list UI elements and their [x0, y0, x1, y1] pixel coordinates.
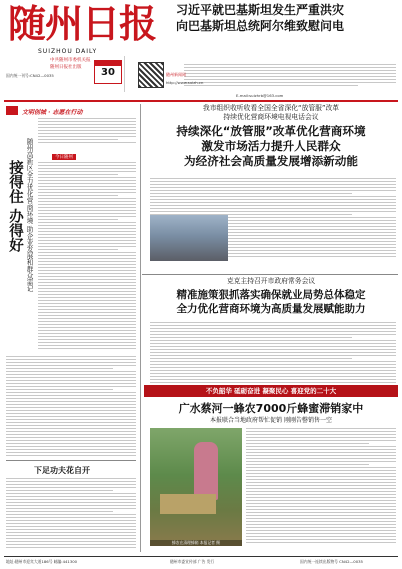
- left-body-text: [38, 162, 136, 352]
- masthead-sub1: 中共随州市委机关报: [50, 58, 91, 63]
- third-story-photo: [150, 428, 242, 546]
- banner-text: 不负韶华 砥砺奋进 凝聚民心 喜迎党的二十大: [205, 387, 337, 395]
- date-badge: [94, 60, 122, 84]
- second-story-body: [150, 322, 396, 384]
- left-body-text-2: [6, 356, 136, 458]
- qr-label: 随州新闻网: [166, 72, 186, 77]
- beekeeper-figure: [194, 442, 218, 500]
- main-headline-2: 激发市场活力提升人民群众: [201, 139, 341, 153]
- email: E-mail:suizhrb@163.com: [236, 93, 284, 98]
- website: http://www.suizh.cn: [166, 80, 204, 85]
- top-story-headline-2: 向巴基斯坦总统阿尔维致慰问电: [176, 19, 345, 33]
- masthead-rule: [4, 100, 398, 102]
- beehive: [160, 494, 216, 514]
- left-bottom-title: 下足功夫花自开: [34, 465, 90, 475]
- second-story: [142, 277, 400, 316]
- left-divider: [6, 460, 136, 461]
- main-headline-1: 持续深化“放管服”改革优化营商环境: [176, 124, 366, 138]
- flag-icon: [6, 106, 18, 115]
- third-story-body: [246, 428, 396, 546]
- column-divider: [140, 104, 141, 552]
- top-story: [176, 2, 398, 34]
- masthead-divider: [124, 56, 125, 92]
- left-intro-text: [38, 118, 136, 152]
- left-vertical-title: 接得住 办得好: [7, 160, 23, 253]
- second-headline-2: 全力优化营商环境为高质量发展赋能助力: [176, 303, 366, 315]
- footer-left: 地址:随州市迎宾大道186号 邮编:441300: [6, 559, 78, 564]
- masthead-title: 随州日报: [8, 1, 157, 46]
- main-pre-title: 我市组织收听收看全国全省深化“放管服”改革: [202, 104, 340, 112]
- third-subheadline: 本报联合当地政府帮忙促销 刚刚告罄销售一空: [210, 417, 332, 424]
- third-headline: 广水蔡河一蜂农7000斤蜂蜜滞销家中: [178, 402, 364, 415]
- footer-right: 国内统一连续出版物号 CN42—0035: [300, 559, 363, 564]
- column-label: 今日随州: [52, 154, 76, 160]
- masthead-sub2: 随州日报社出版: [50, 65, 82, 70]
- third-story: [142, 401, 400, 425]
- qr-code: [138, 62, 164, 88]
- left-column: [4, 104, 138, 554]
- masthead-serial: 国内统一刊号:CN42—0035: [6, 73, 54, 78]
- main-story-photo: [150, 215, 228, 261]
- second-headline-1: 精准施策狠抓落实确保就业局势总体稳定: [176, 289, 366, 301]
- second-story-divider: [142, 274, 398, 275]
- banner: [144, 385, 398, 397]
- masthead-pinyin: SUIZHOU DAILY: [38, 48, 98, 55]
- left-vertical-sub: 随州高新区全力优化营商环境 助企业发展和群众需记: [25, 138, 33, 292]
- left-kicker: 文明创城 · 志愿在行动: [22, 109, 83, 116]
- footer-rule: [4, 556, 398, 557]
- footer-center: 随州市委宣传部 广告 发行: [170, 559, 215, 564]
- top-story-headline-1: 习近平就巴基斯坦发生严重洪灾: [176, 3, 345, 17]
- second-pre-title: 克克主持召开市政府常务会议: [226, 277, 316, 285]
- main-headline-3: 为经济社会高质量发展增添新动能: [184, 154, 358, 168]
- top-story-body: [184, 64, 396, 96]
- third-photo-caption: 蜂农在清理蜂箱 本报记者 摄: [150, 540, 242, 546]
- main-pre-title-2: 持续优化营商环境电视电话会议: [223, 113, 319, 121]
- issue-number: 30: [101, 67, 115, 78]
- left-bottom-text: [6, 478, 136, 550]
